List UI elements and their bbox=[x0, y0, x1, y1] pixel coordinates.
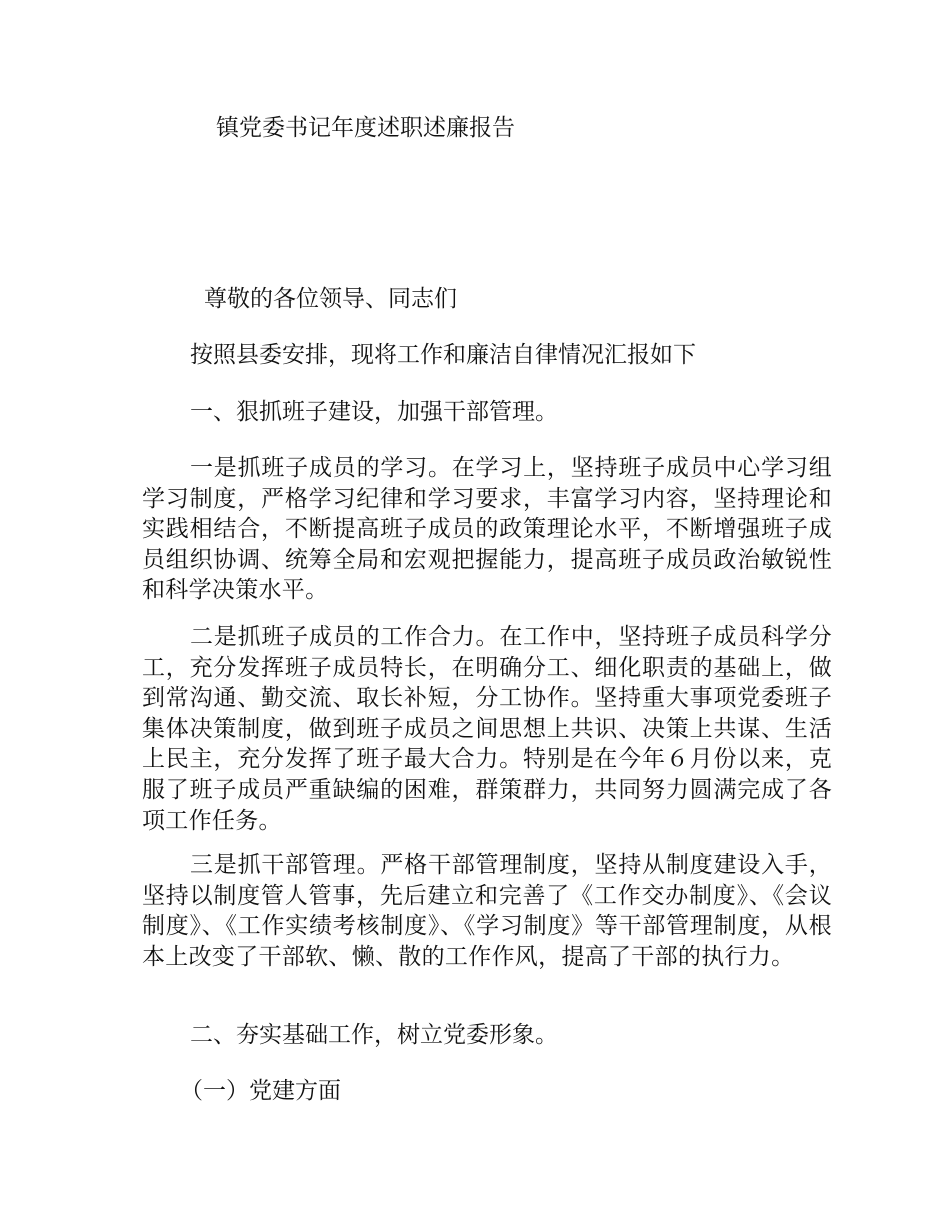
salutation: 尊敬的各位领导、同志们 bbox=[204, 286, 457, 312]
document-title: 镇党委书记年度述职述廉报告 bbox=[216, 115, 515, 141]
paragraph-1: 一是抓班子成员的学习。在学习上，坚持班子成员中心学习组学习制度，严格学习纪律和学习要求，丰富学习内容，坚持理论和实践相结合，不断提高班子成员的政策理论水平，不断增强班子成员组织协调、统筹全局和宏观把握能力，提高班子成员政治敏锐性和科学决策水平。 bbox=[142, 455, 832, 604]
section-heading-2: 二、夯实基础工作，树立党委形象。 bbox=[190, 1022, 558, 1048]
subsection-heading-1: （一）党建方面 bbox=[180, 1078, 341, 1104]
paragraph-3: 三是抓干部管理。严格干部管理制度，坚持从制度建设入手，坚持以制度管人管事，先后建立和完善了《工作交办制度》、《会议制度》、《工作实绩考核制度》、《学习制度》等干部管理制度，从根本上改变了干部软、懒、散的工作作风，提高了干部的执行力。 bbox=[142, 852, 832, 970]
intro-paragraph: 按照县委安排，现将工作和廉洁自律情况汇报如下 bbox=[190, 342, 696, 368]
section-heading-1: 一、狠抓班子建设，加强干部管理。 bbox=[190, 399, 558, 425]
paragraph-2: 二是抓班子成员的工作合力。在工作中，坚持班子成员科学分工，充分发挥班子成员特长，在明确分工、细化职责的基础上，做到常沟通、勤交流、取长补短，分工协作。坚持重大事项党委班子集体决策制度，做到班子成员之间思想上共识、决策上共谋、生活上民主，充分发挥了班子最大合力。特别是在今年６月份以来，克服了班子成员严重缺编的困难，群策群力，共同努力圆满完成了各项工作任务。 bbox=[142, 624, 832, 834]
